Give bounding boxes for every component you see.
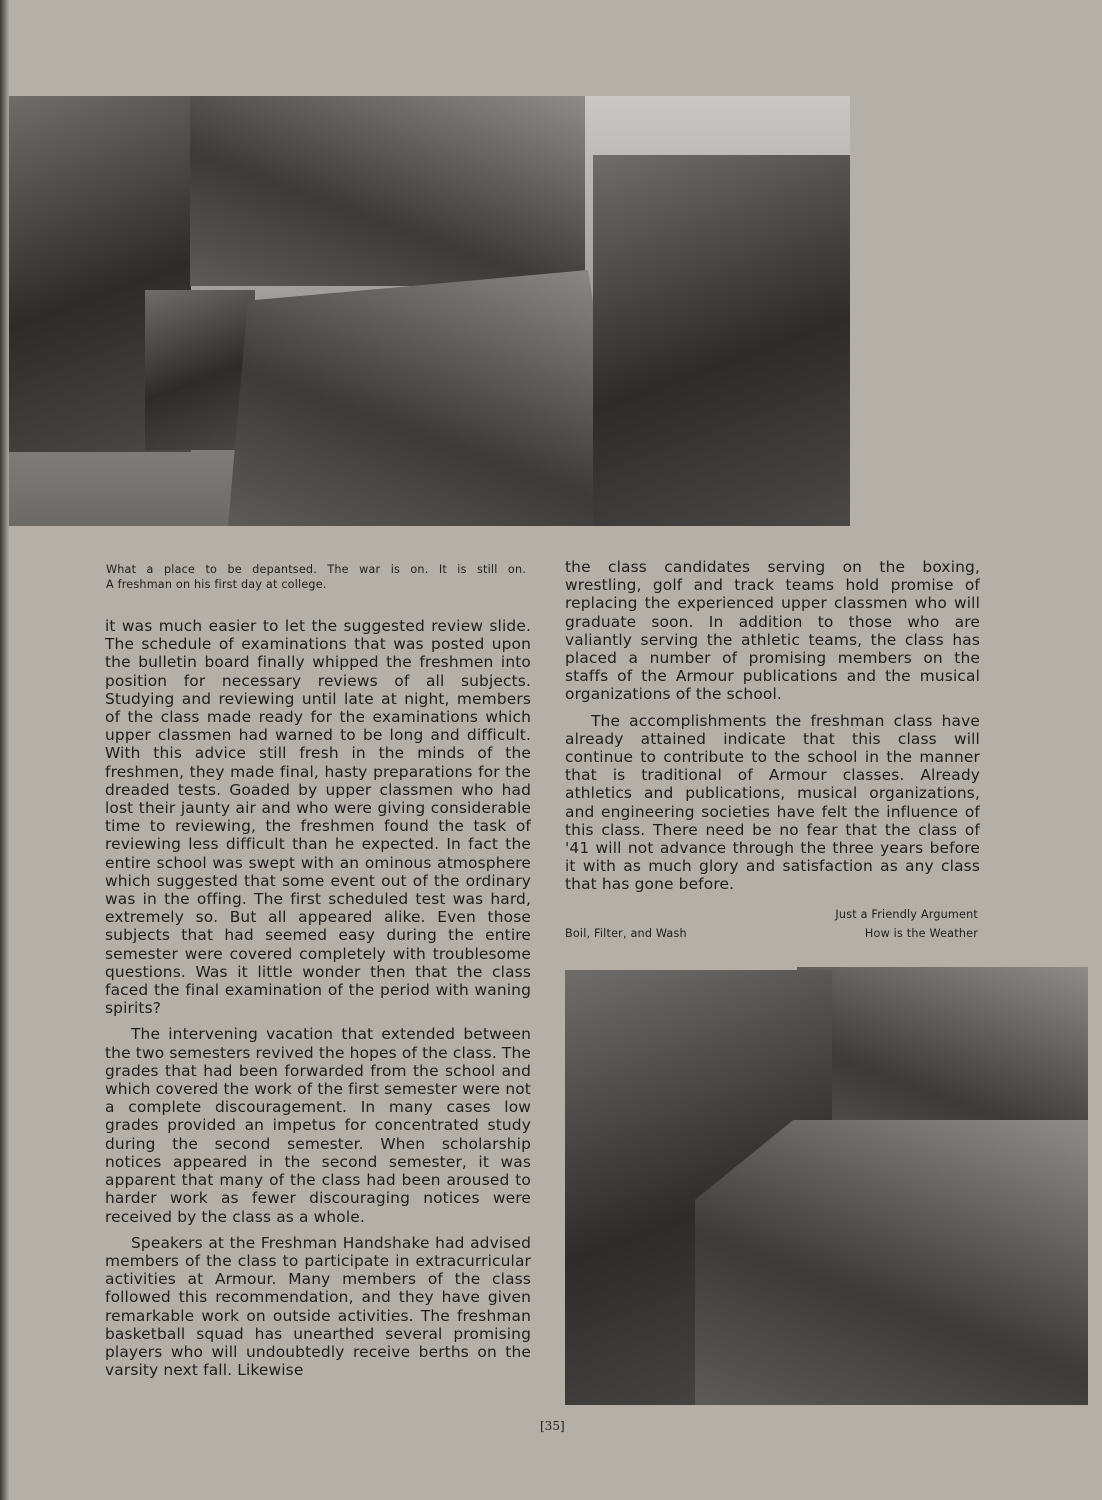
page-number: [35] (540, 1419, 565, 1433)
paragraph: Speakers at the Freshman Handshake had advised members of the class to participate in extracurricular activities at Armour. Many members of the class followed this recommendation, and they have given remarkable work on outside activities. The freshman basketball squad has unearthed several promising players who will undoubtedly receive berths on the varsity next fall. Likewise (105, 1233, 531, 1380)
top-photo-caption (106, 562, 526, 592)
bottom-caption-left: Boil, Filter, and Wash (565, 927, 687, 940)
paragraph: it was much easier to let the suggested review slide. The schedule of examinations that was posted upon the bulletin board finally whipped the freshmen into position for necessary reviews of all subjects. Studying and reviewing until late at night, members of the class made ready for the examinations which upper classmen had warned to be long and difficult. With this advice still fresh in the minds of the freshmen, they made final, hasty preparations for the dreaded tests. Goaded by upper classmen who had lost their jaunty air and who were giving considerable time to reviewing, the freshmen found the task of reviewing less difficult than he expected. In fact the entire school was swept with an ominous atmosphere which suggested that some event out of the ordinary was in the offing. The first scheduled test was hard, extremely so. But all appeared alike. Even those subjects that had seemed easy during the entire semester were covered completely with troublesome questions. Was it little wonder then that the class faced the final examination of the period with waning spirits? (105, 617, 531, 1018)
right-column-text (565, 558, 980, 902)
caption-line: What a place to be depantsed. The war is on. It is still on. (106, 563, 526, 576)
photo-scuffle-by-car (190, 96, 585, 286)
photo-freshman-with-pipe (593, 155, 850, 526)
photo-group-pushing-car (228, 270, 628, 526)
caption-line: A freshman on his first day at college. (106, 578, 327, 591)
left-column-text (105, 617, 531, 1387)
page-binding (0, 0, 9, 1500)
paragraph: The accomplishments the freshman class have already attained indicate that this class will continue to contribute to the school in the manner that is traditional of Armour classes. Already athletics and publications, musical organizations, and engineering societies have felt the influence of this class. There need be no fear that the class of '41 will not advance through the three years before it with as much glory and satisfaction as any class that has gone before. (565, 711, 980, 894)
paragraph: the class candidates serving on the boxing, wrestling, golf and track teams hold promise of replacing the experienced upper classmen who will graduate soon. In addition to those who are valiantly serving the athletic teams, the class has placed a number of promising members on the staffs of the Armour publications and the musical organizations of the school. (565, 558, 980, 704)
bottom-caption-right-1: Just a Friendly Argument (835, 908, 978, 921)
bottom-caption-right-2: How is the Weather (864, 927, 978, 940)
paragraph: The intervening vacation that extended between the two semesters revived the hopes of the class. The grades that had been forwarded from the school and which covered the work of the first semester were not a complete discouragement. In many cases low grades provided an impetus for concentrated study during the second semester. When scholarship notices appeared in the second semester, it was apparent that many of the class had been aroused to harder work as fewer discouraging notices were received by the class as a whole. (105, 1025, 531, 1226)
photo-students-outdoors (695, 1120, 1088, 1405)
